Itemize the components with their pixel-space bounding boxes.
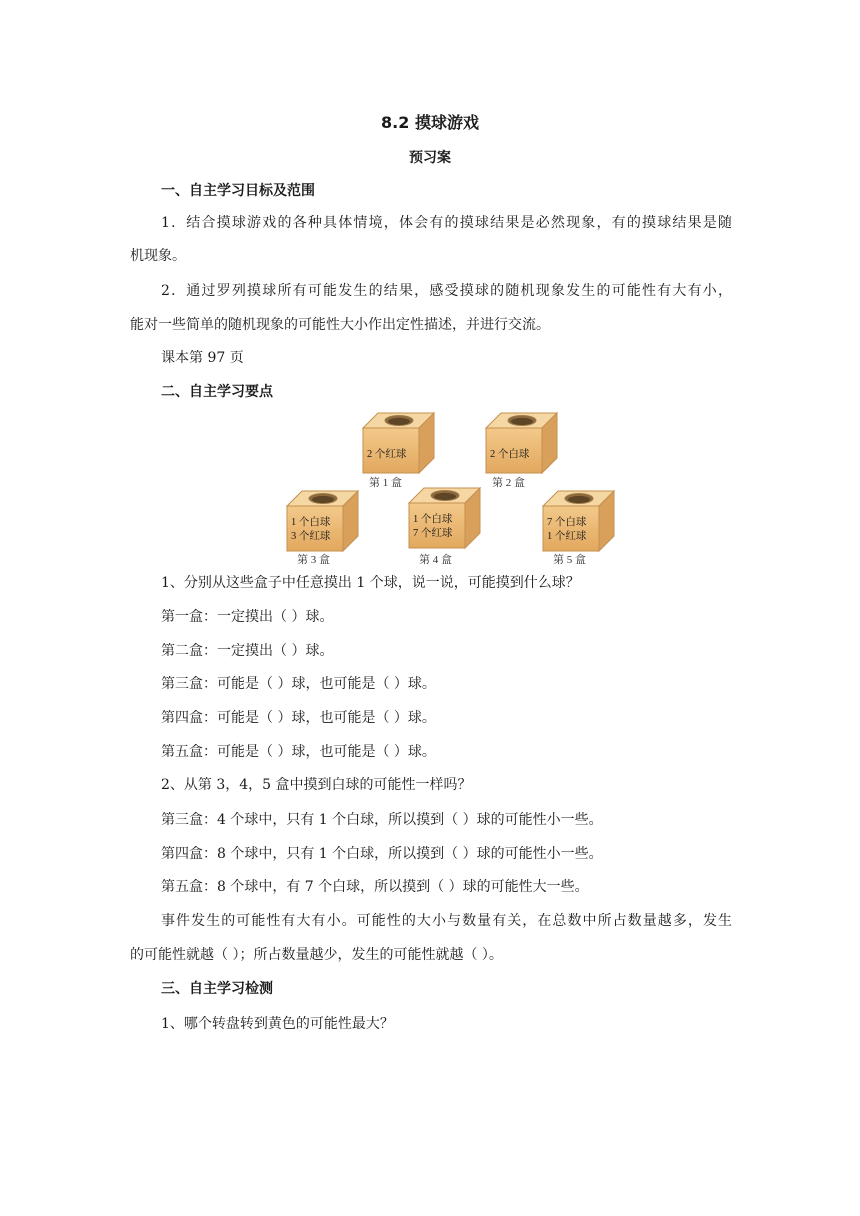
box-label: 7 个红球 — [413, 528, 453, 539]
box-caption: 第 1 盒 — [369, 477, 402, 489]
summary-line2: 的可能性就越（ ）；所占数量越少，发生的可能性就越（ ）。 — [130, 947, 503, 963]
box-label: 7 个白球 — [547, 517, 587, 528]
box-label: 2 个红球 — [367, 449, 407, 460]
goal2-line1: 2．通过罗列摸球所有可能发生的结果，感受摸球的随机现象发生的可能性有大有小， — [161, 283, 732, 299]
answer-line-box5: 第五盒：可能是（ ）球，也可能是（ ）球。 — [161, 744, 436, 760]
goal1-line1: 1．结合摸球游戏的各种具体情境，体会有的摸球结果是必然现象，有的摸球结果是随 — [161, 215, 732, 231]
box-label: 1 个红球 — [547, 531, 587, 542]
answer-line-box4: 第四盒：可能是（ ）球，也可能是（ ）球。 — [161, 710, 436, 726]
answer-line-q2-box3: 第三盒：4 个球中，只有 1 个白球，所以摸到（ ）球的可能性小一些。 — [161, 812, 603, 828]
box-4 — [409, 488, 480, 566]
section3-heading: 三、自主学习检测 — [161, 981, 273, 997]
answer-line-box1: 第一盒：一定摸出（ ）球。 — [161, 609, 334, 625]
box-label: 3 个红球 — [291, 531, 331, 542]
ball-boxes-figure — [284, 408, 624, 566]
box-label: 1 个白球 — [413, 514, 453, 525]
box-caption: 第 5 盒 — [553, 554, 586, 566]
section2-heading: 二、自主学习要点 — [161, 384, 273, 400]
box-3 — [287, 491, 358, 566]
box-caption: 第 2 盒 — [492, 477, 525, 489]
box-5 — [543, 491, 614, 566]
section1-heading: 一、自主学习目标及范围 — [161, 183, 315, 199]
answer-line-box3: 第三盒：可能是（ ）球，也可能是（ ）球。 — [161, 676, 436, 692]
box-label: 1 个白球 — [291, 517, 331, 528]
question-2: 2、从第 3，4，5 盒中摸到白球的可能性一样吗？ — [161, 777, 472, 793]
goal2-line2: 能对一些简单的随机现象的可能性大小作出定性描述，并进行交流。 — [130, 317, 550, 333]
question-1: 1、分别从这些盒子中任意摸出 1 个球，说一说，可能摸到什么球？ — [161, 575, 580, 591]
answer-line-q2-box5: 第五盒：8 个球中，有 7 个白球，所以摸到（ ）球的可能性大一些。 — [161, 879, 589, 895]
page-title: 8.2 摸球游戏 — [381, 113, 479, 132]
answer-line-q2-box4: 第四盒：8 个球中，只有 1 个白球，所以摸到（ ）球的可能性小一些。 — [161, 846, 603, 862]
page-subtitle: 预习案 — [409, 150, 451, 166]
answer-line-box2: 第二盒：一定摸出（ ）球。 — [161, 643, 334, 659]
box-1 — [363, 413, 434, 489]
box-caption: 第 3 盒 — [297, 554, 330, 566]
box-caption: 第 4 盒 — [419, 554, 452, 566]
box-2 — [486, 413, 557, 489]
section3-question-1: 1、哪个转盘转到黄色的可能性最大？ — [161, 1016, 394, 1032]
summary-line1: 事件发生的可能性有大有小。可能性的大小与数量有关，在总数中所占数量越多，发生 — [161, 913, 732, 929]
goal1-line2: 机现象。 — [130, 248, 186, 264]
page-reference: 课本第 97 页 — [161, 350, 244, 366]
box-label: 2 个白球 — [490, 449, 530, 460]
